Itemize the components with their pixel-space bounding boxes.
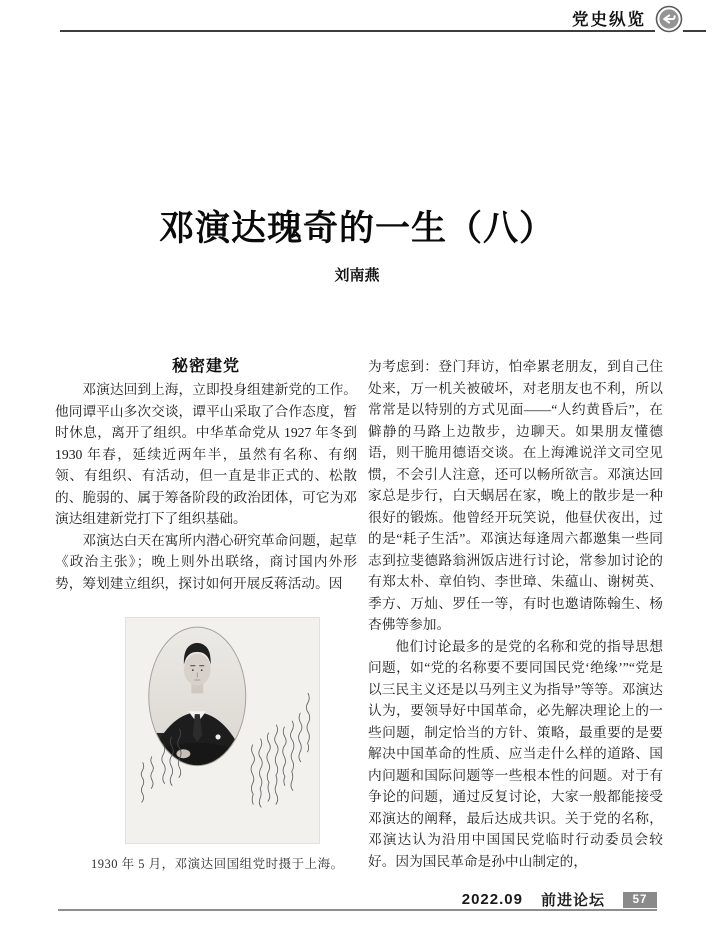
footer <box>58 889 657 910</box>
footer-issue: 2022.09 <box>461 891 523 908</box>
portrait-photo <box>125 617 320 844</box>
section-label: 党史纵览 <box>572 11 646 29</box>
column-left <box>55 356 357 876</box>
back-arrow-circle-icon <box>655 5 683 33</box>
page-number-badge: 57 <box>623 892 657 908</box>
paragraph: 为考虑到：登门拜访，怕牵累老朋友，到自己住处来，万一机关被破坏，对老朋友也不利，所以常常是以特别的方式见面——“人约黄昏后”，在僻静的马路上边散步，边聊天。如果朋友懂德语，则干脆用德语交谈。在上海滩说洋文司空见惯，不会引人注意，还可以畅所欲言。邓演达回家总是步行，白天蜗居在家，晚上的散步是一种很好的锻炼。他曾经开玩笑说，他昼伏夜出，过的是“耗子生活”。邓演达每逢周六都邀集一些同志到拉斐德路翁洲饭店进行讨论，常参加讨论的有郑太朴、章伯钧、李世璋、朱蕴山、谢树英、季方、万灿、罗任一等，有时也邀请陈翰生、杨杏佛等参加。 <box>368 359 663 632</box>
paragraph: 他们讨论最多的是党的名称和党的指导思想问题，如“党的名称要不要同国民党‘绝缘’”“党是以三民主义还是以马列主义为指导”等等。邓演达认为，要领导好中国革命，必先解决理论上的一些问题，制定恰当的方针、策略，最重要的是要解决中国革命的性质、应当走什么样的道路、国内问题和国际问题等一些根本性的问题。对于有争论的问题，通过反复讨论，大家一般都能接受邓演达的阐释，最后达成共识。关于党的名称，邓演达认为沿用中国国民党临时行动委员会较好。因为国民革命是孙中山制定的， <box>368 638 663 869</box>
article-body <box>55 356 663 876</box>
article-author: 刘南燕 <box>334 267 380 284</box>
column-right <box>368 356 663 876</box>
footer-rule <box>58 909 657 911</box>
header-rule <box>60 30 706 32</box>
paragraph: 邓演达白天在寓所内潜心研究革命问题，起草《政治主张》；晚上则外出联络，商讨国内外形势，筹划建立组织，探讨如何开展反蒋活动。因 <box>55 532 357 591</box>
paragraph: 邓演达回到上海，立即投身组建新党的工作。他同谭平山多次交谈，谭平山采取了合作态度，暂时休息，离开了组织。中华革命党从 1927 年冬到 1930 年春，延续近两年半，虽然有名称、有纲领、有组织、有活动，但一直是非正式的、松散的、脆弱的、属于筹备阶段的政治团体，可它为邓演达组建新党打下了组织基础。 <box>55 382 357 526</box>
section-heading: 秘密建党 <box>171 358 240 375</box>
photo-caption: 1930 年 5 月，邓演达回国组党时摄于上海。 <box>91 857 344 871</box>
footer-journal: 前进论坛 <box>540 892 605 909</box>
article-title: 邓演达瑰奇的一生（八） <box>158 209 555 248</box>
